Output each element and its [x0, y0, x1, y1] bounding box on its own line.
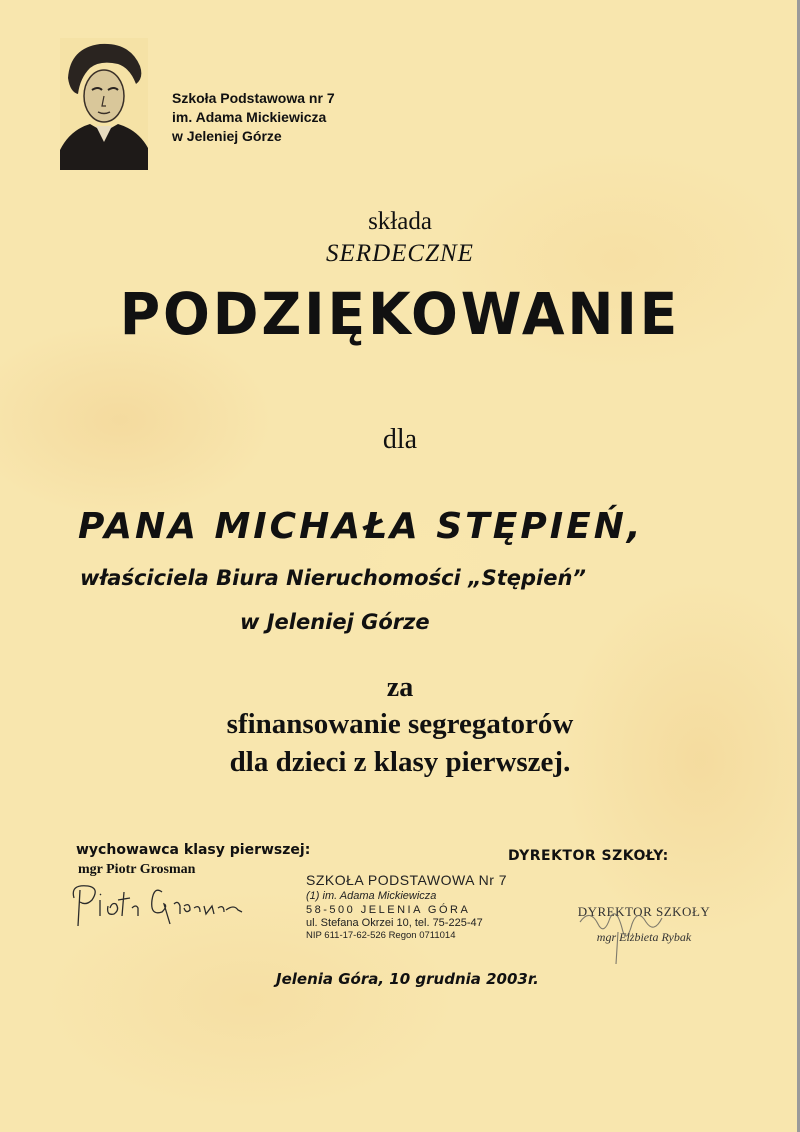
issue-date: Jelenia Góra, 10 grudnia 2003r. — [276, 970, 539, 988]
tutor-name: mgr Piotr Grosman — [78, 862, 196, 877]
certificate-title: PODZIĘKOWANIE — [119, 280, 681, 348]
stamp-line-1: SZKOŁA PODSTAWOWA Nr 7 — [306, 872, 508, 888]
recipient-name: PANA MICHAŁA STĘPIEŃ, — [78, 506, 644, 547]
director-stamp-title: DYREKTOR SZKOŁY — [577, 904, 711, 919]
stamp-line-3: 58-500 JELENIA GÓRA — [306, 904, 471, 916]
director-signature — [570, 888, 680, 968]
stamp-line-5: NIP 611-17-62-526 Regon 0711014 — [306, 930, 456, 941]
serdeczne-text: SERDECZNE — [326, 240, 474, 267]
stamp-line-4: ul. Stefana Okrzei 10, tel. 75-225-47 — [306, 917, 483, 929]
tutor-role: wychowawca klasy pierwszej: — [76, 842, 311, 858]
mickiewicz-portrait — [60, 38, 148, 170]
za-text: za — [386, 672, 414, 703]
school-header — [172, 89, 335, 146]
reason-line-1: sfinansowanie segregatorów — [226, 708, 574, 740]
school-city: w Jeleniej Górze — [172, 128, 282, 144]
sklada-text: składa — [368, 208, 432, 235]
recipient-role: właściciela Biura Nieruchomości „Stępień” — [80, 566, 586, 590]
director-stamp-name: mgr Elżbieta Rybak — [596, 930, 692, 944]
school-name: Szkoła Podstawowa nr 7 — [172, 90, 335, 106]
stamp-line-2: (1) im. Adama Mickiewicza — [306, 890, 437, 902]
recipient-city: w Jeleniej Górze — [240, 610, 430, 634]
reason-line-2: dla dzieci z klasy pierwszej. — [229, 746, 571, 778]
dla-text: dla — [382, 424, 418, 455]
tutor-signature — [66, 876, 256, 936]
school-stamp — [306, 872, 516, 941]
school-patron: im. Adama Mickiewicza — [172, 109, 327, 125]
director-role: DYREKTOR SZKOŁY: — [508, 848, 669, 864]
